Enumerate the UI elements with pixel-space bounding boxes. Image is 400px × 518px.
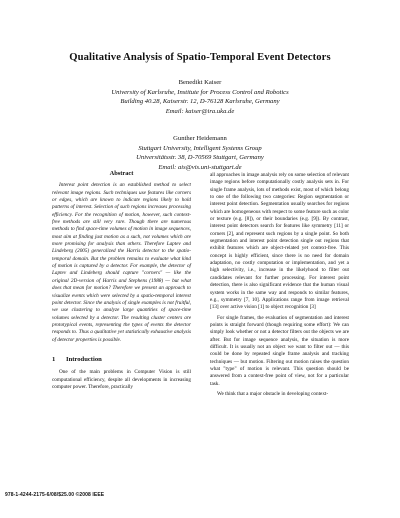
intro-paragraph: One of the main problems in Computer Vision is still computational efficiency, despite all developments in increasing computer power. Therefore, practically bbox=[52, 369, 191, 390]
author-block-2 bbox=[0, 134, 400, 172]
copyright-footer: 978-1-4244-2175-6/08/$25.00 ©2008 IEEE bbox=[5, 492, 105, 498]
right-column bbox=[210, 172, 349, 398]
author-name: Gunther Heidemann bbox=[173, 135, 227, 142]
author-block-1 bbox=[0, 78, 400, 116]
paper-title: Qualitative Analysis of Spatio-Temporal Event Detectors bbox=[69, 52, 331, 63]
author-affiliation: Stuttgart University, Intelligent Systems Group bbox=[138, 144, 262, 152]
body-paragraph: We think that a major obstacle in developing context- bbox=[217, 390, 329, 397]
section-number: 1 bbox=[52, 355, 56, 363]
abstract-heading: Abstract bbox=[109, 170, 134, 177]
author-email: Email: kaiser@ira.uka.de bbox=[165, 107, 235, 115]
author-affiliation: University of Karlsruhe, Institute for Process Control and Robotics bbox=[111, 88, 289, 96]
author-address: Building 40.28, Kaiserstr. 12, D-76128 Karlsruhe, Germany bbox=[120, 98, 280, 106]
section-title: Introduction bbox=[66, 355, 102, 363]
section-heading bbox=[52, 356, 191, 363]
author-name: Benedikt Kaiser bbox=[178, 79, 222, 86]
left-column bbox=[52, 170, 191, 391]
author-address: Universitätsstr. 38, D-70569 Stuttgart, Germany bbox=[136, 154, 264, 162]
body-paragraph: all approaches in image analysis rely on some selection of relevant image regions before computationally costly analysis sets in. For single frame analysis, lots of methods exist, most of which belong to one of the following two categories: Region segmentation or interest point detection. Segmentation usually searches for regions which are homogeneous with respect to some feature such as color or texture (e.g. [8]), or their boundaries (e.g. [9]). By contrast, interest point detectors search for features like symmetry [11] or corners [2], and represent such regions by a single point. So both segmentation and interest point detection single out regions that exhibit features which are object-related yet context-free. This concept is highly efficient, since there is no need for domain adaptation, no costly computation or implementation, and yet a high selectivity, i.e., increase in the likelyhood to filter out candidates relevant for further processing. For interest point detection, there is also significant evidence that the human visual system works in the same way and responds to similar features, e.g., symmetry [7, 10]. Applications range from image retrieval [13] over active vision [1] to object recognition [3] bbox=[210, 172, 349, 311]
abstract-text: Interest point detection is an established method to select relevant image regions. Such techniques use features like corners or edges, which are known to indicate regions likely to hold patterns of interest. Selection of such regions increases processing efficiency. For the recognition of motion, however, such context-free methods are still very rare. Though there are numerous methods to find space-time volumes of motion in image sequences, most aim at finding just motion as a such, not volumes which are more promising for analysis than others. Therefore Laptev and Lindeberg (2005) generalized the Harris detector to the spatio-temporal domain. But the problem remains to evaluate what kind of motion is captured by a detector. For example, the detector of Laptev and Lindeberg should capture "corners" — like the original 2D-version of Harris and Stephens (1988) — but what does that mean for motion? Therefore we present an approach to visualize events which were selected by a spatio-temporal interest point detector. Since the analysis of single examples is not fruitful, we use clustering to analyze large quantities of space-time volumes selected by a detector. The resulting cluster centers are prototypical events, representing the types of events the detector responds to. Thus a qualitative yet statistically exhaustive analysis of detector properties is possible. bbox=[52, 182, 191, 343]
author-email: Email: ais@vis.uni-stuttgart.de bbox=[158, 163, 242, 171]
body-paragraph: For single frames, the evaluation of segmentation and interest points is straight forward (though requiring some effort): We can simply look whether or not a detector filters out the objects we are after. But for image sequence analysis, the situation is more difficult. It is usually not an object we want to filter out — this could be done by repeated single frame analysis and tracking techniques — but motion. Filtering out motion raises the question what "type" of motion is relevant. This question should be answered from a context-free point of view, not for a particular task. bbox=[210, 314, 349, 387]
